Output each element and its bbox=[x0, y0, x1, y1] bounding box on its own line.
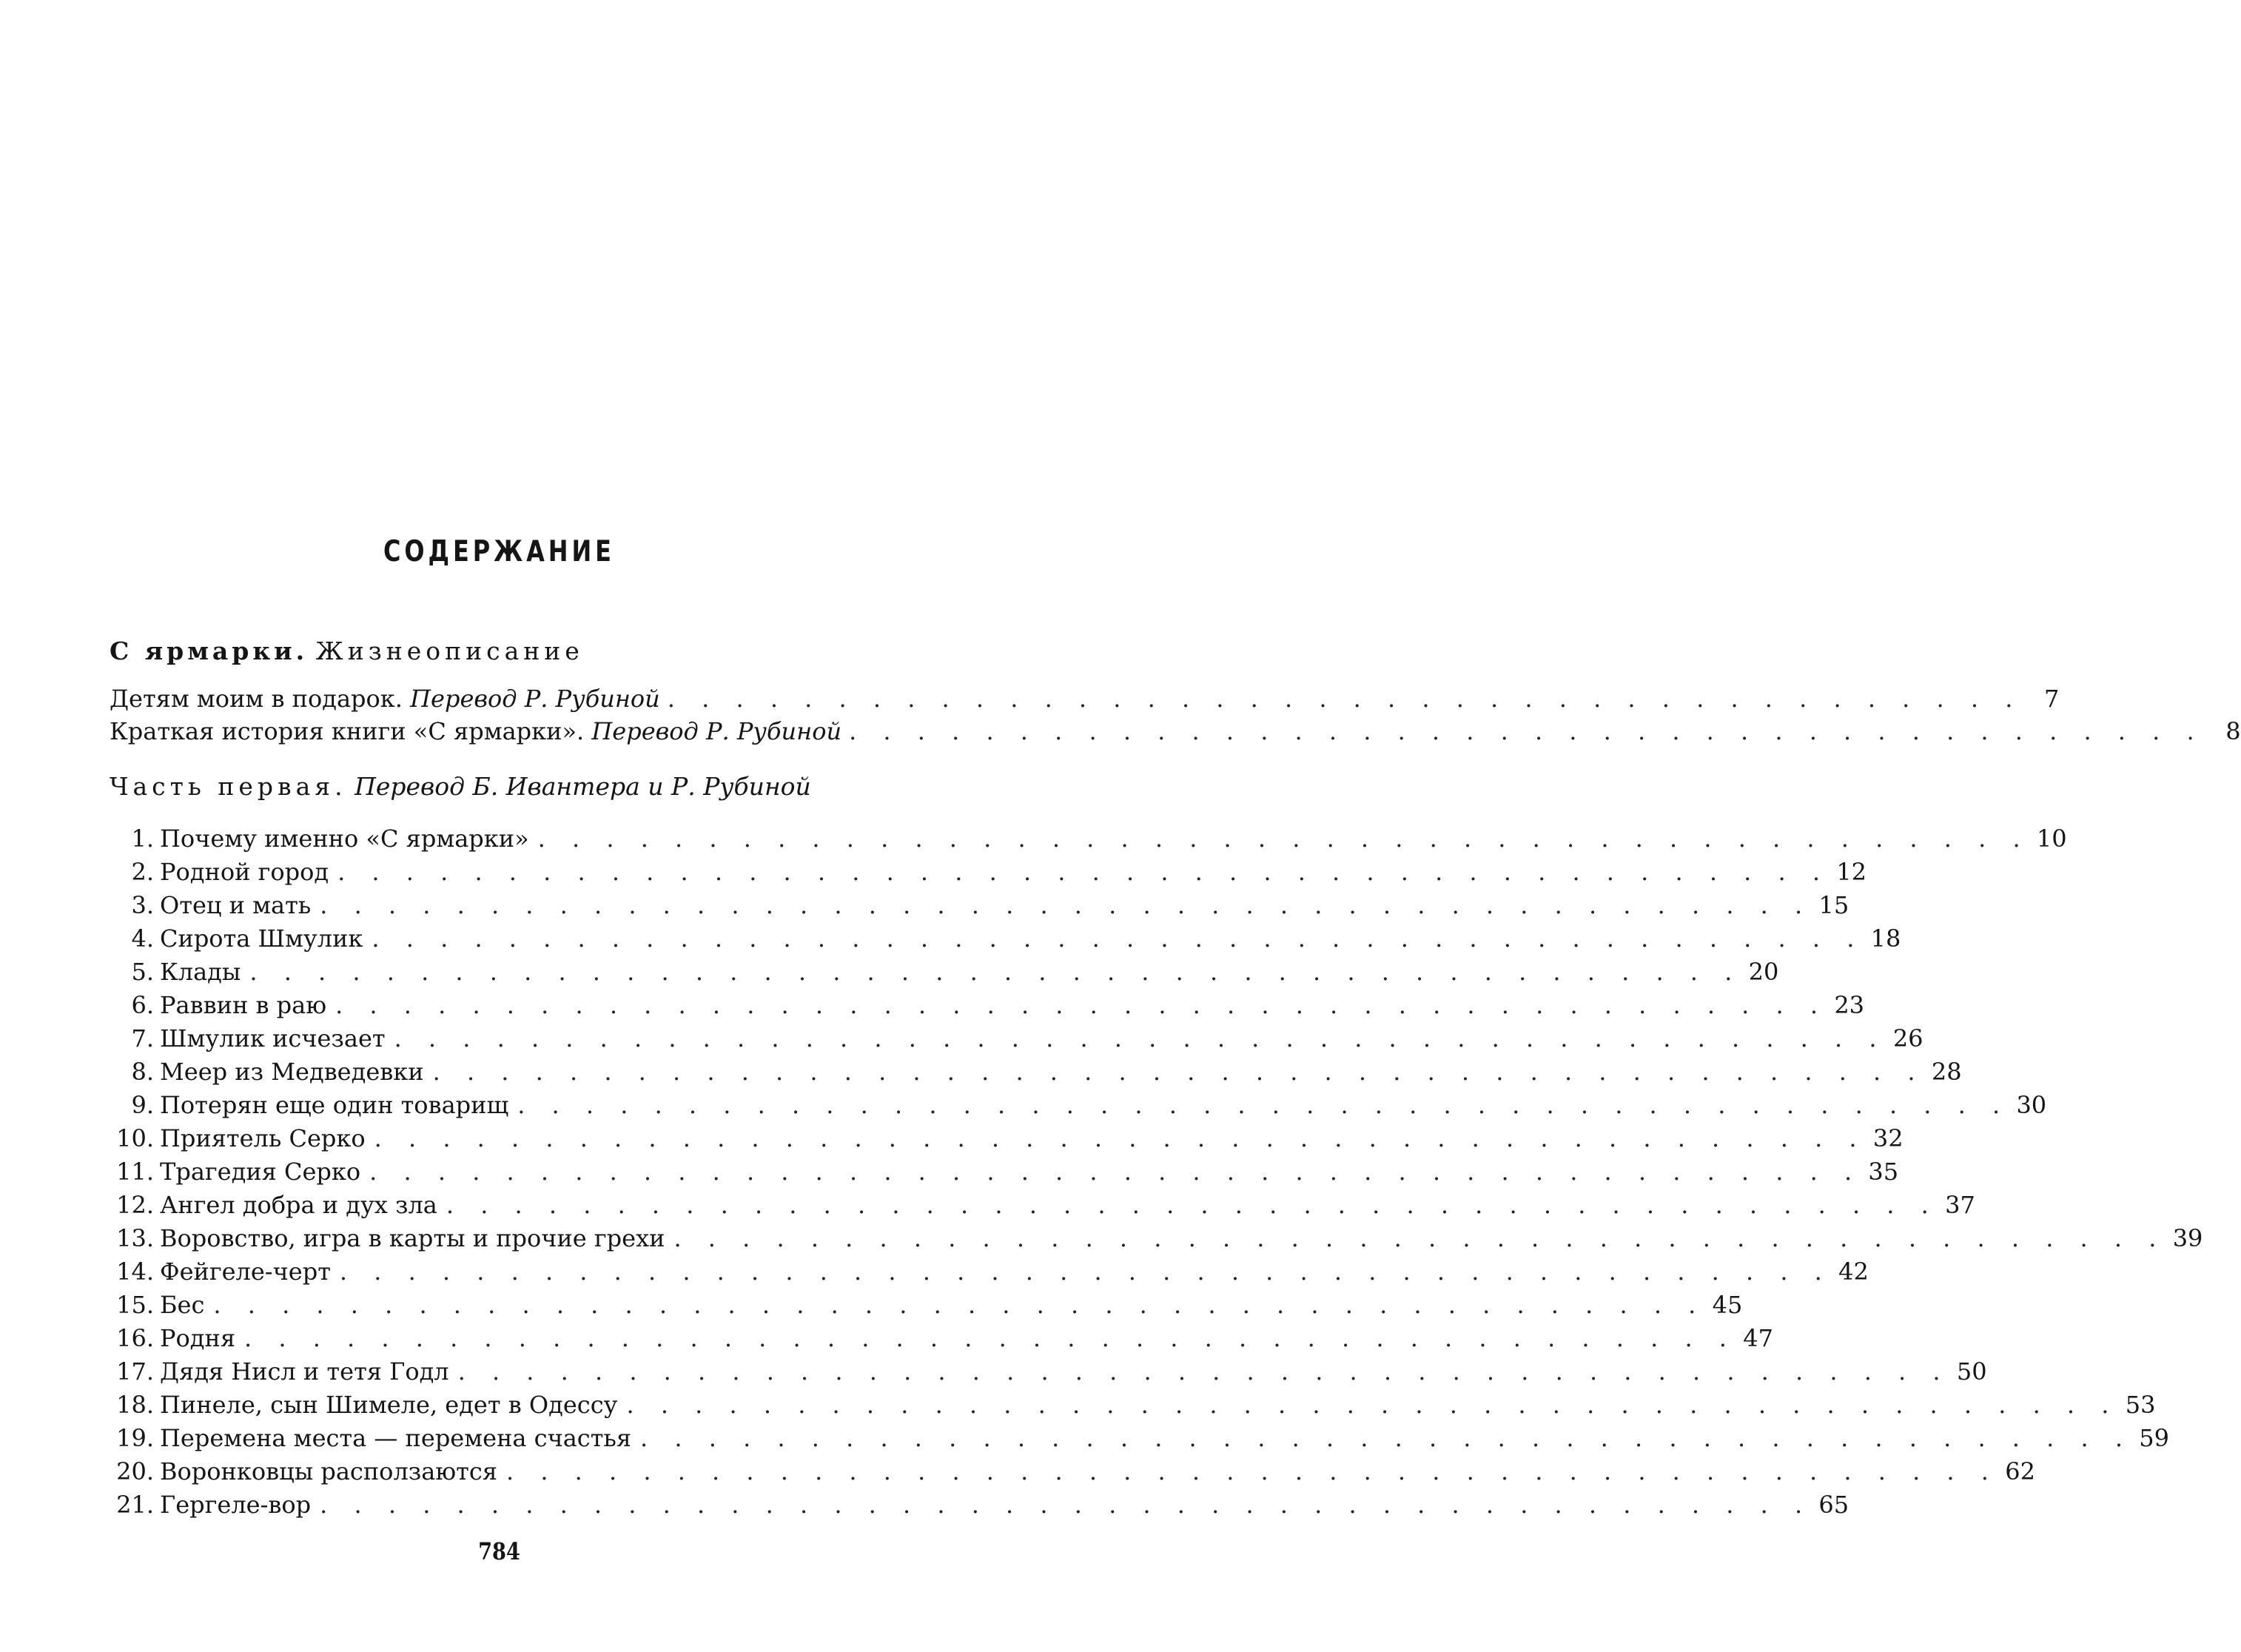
chapter-page: 23 bbox=[1834, 991, 1865, 1019]
chapter-entry[interactable] bbox=[104, 1391, 2156, 1422]
dot-leader: . . . . . . . . . . . . . . . . . . . . . . . . . . . . . . . . . . . . . . . . . . . . bbox=[626, 1391, 2119, 1419]
dot-leader: . . . . . . . . . . . . . . . . . . . . . . . . . . . . . . . . . . . . . . . . bbox=[849, 717, 2204, 745]
dot-leader: . . . . . . . . . . . . . . . . . . . . . . . . . . . . . . . . . . . . . . . . . . . . bbox=[369, 1158, 1862, 1186]
chapter-title: Бес bbox=[160, 1291, 205, 1319]
chapter-page: 42 bbox=[1838, 1258, 1869, 1286]
dot-leader: . . . . . . . . . . . . . . . . . . . . . . . . . . . . . . . . . . . . . . . . . . . . bbox=[213, 1291, 1706, 1319]
chapter-page: 53 bbox=[2125, 1391, 2156, 1419]
chapter-number: 11. bbox=[116, 1158, 154, 1186]
chapter-page: 59 bbox=[2139, 1424, 2169, 1452]
section-title: С ярмарки. bbox=[110, 637, 309, 665]
page-title: СОДЕРЖАНИЕ bbox=[383, 535, 615, 568]
chapter-title: Пинеле, сын Шимеле, едет в Одессу bbox=[160, 1391, 618, 1419]
dot-leader: . . . . . . . . . . . . . . . . . . . . . . . . . . . . . . . . . . . . . . . . . . . . bbox=[505, 1457, 1998, 1485]
dot-leader: . . . . . . . . . . . . . . . . . . . . . . . . . . . . . . . . . . . . . . . . . . . . bbox=[374, 1124, 1867, 1152]
dot-leader: . . . . . . . . . . . . . . . . . . . . . . . . . . . . . . . . . . . . . . . . . . . . bbox=[457, 1357, 1950, 1386]
chapter-title: Гергеле-вор bbox=[160, 1491, 312, 1519]
chapter-entry[interactable] bbox=[104, 1124, 1904, 1155]
chapter-entry[interactable] bbox=[104, 1258, 1869, 1289]
toc-entry-title: Краткая история книги «С ярмарки». bbox=[110, 717, 585, 745]
chapter-page: 30 bbox=[2016, 1091, 2047, 1119]
chapter-number: 6. bbox=[131, 991, 154, 1019]
chapter-entry[interactable] bbox=[104, 1091, 2047, 1122]
toc-entry-intro-1[interactable] bbox=[110, 685, 2060, 717]
chapter-entry[interactable] bbox=[104, 1457, 2035, 1488]
chapter-page: 20 bbox=[1748, 958, 1779, 986]
chapter-title: Перемена места — перемена счастья bbox=[160, 1424, 632, 1452]
chapter-number: 1. bbox=[131, 825, 154, 853]
chapter-entry[interactable] bbox=[104, 991, 1865, 1022]
chapter-number: 3. bbox=[131, 891, 154, 919]
chapter-number: 10. bbox=[116, 1124, 154, 1152]
dot-leader: . . . . . . . . . . . . . . . . . . . . . . . . . . . . . . . . . . . . . . . . . . . . bbox=[244, 1324, 1736, 1352]
dot-leader: . . . . . . . . . . . . . . . . . . . . . . . . . . . . . . . . . . . . . . . . . . . . bbox=[517, 1091, 2010, 1119]
chapter-title: Приятель Серко bbox=[160, 1124, 366, 1152]
dot-leader: . . . . . . . . . . . . . . . . . . . . . . . . . . . . . . . . . . . . . . . . . . . . bbox=[446, 1191, 1938, 1219]
section-heading bbox=[110, 637, 584, 665]
chapter-page: 28 bbox=[1931, 1058, 1962, 1086]
chapter-page: 37 bbox=[1945, 1191, 1975, 1219]
chapter-title: Сирота Шмулик bbox=[160, 924, 363, 953]
chapter-number: 12. bbox=[116, 1191, 154, 1219]
dot-leader: . . . . . . . . . . . . . . . . . . . . . . . . . . . . . . . . . . . . . . . . . . . . bbox=[339, 1258, 1832, 1286]
chapter-number: 19. bbox=[116, 1424, 154, 1452]
chapter-page: 18 bbox=[1870, 924, 1901, 953]
toc-entry-translator: Перевод Р. Рубиной bbox=[591, 717, 842, 745]
toc-entry-label bbox=[110, 685, 660, 713]
chapter-entry[interactable] bbox=[104, 1424, 2169, 1455]
chapter-number: 4. bbox=[131, 924, 154, 953]
chapter-page: 39 bbox=[2172, 1224, 2203, 1252]
chapter-title: Дядя Нисл и тетя Годл bbox=[160, 1357, 449, 1386]
chapter-title: Фейгеле-черт bbox=[160, 1258, 331, 1286]
chapter-number: 14. bbox=[116, 1258, 154, 1286]
chapter-number: 18. bbox=[116, 1391, 154, 1419]
chapter-number: 5. bbox=[131, 958, 154, 986]
chapter-page: 65 bbox=[1818, 1491, 1849, 1519]
toc-entry-translator: Перевод Р. Рубиной bbox=[410, 685, 660, 713]
chapter-title: Трагедия Серко bbox=[160, 1158, 361, 1186]
chapter-entry[interactable] bbox=[104, 825, 2067, 856]
chapter-entry[interactable] bbox=[104, 1191, 1975, 1222]
dot-leader: . . . . . . . . . . . . . . . . . . . . . . . . . . . . . . . . . . . . . . . . . . . . bbox=[249, 958, 1742, 986]
chapter-page: 50 bbox=[1956, 1357, 1987, 1386]
chapter-page: 26 bbox=[1892, 1024, 1924, 1052]
toc-entry-page: 7 bbox=[2044, 685, 2060, 713]
chapter-entry[interactable] bbox=[104, 1324, 1773, 1355]
dot-leader: . . . . . . . . . . . . . . . . . . . . . . . . . . . . . . . . . . . . . . . . . . . . bbox=[320, 891, 1812, 919]
dot-leader: . . . . . . . . . . . . . . . . . . . . . . . . . . . . . . . . . . . . . . . . . . . . bbox=[640, 1424, 2132, 1452]
dot-leader: . . . . . . . . . . . . . . . . . . . . . . . . . . . . . . . . . . . . . . . . bbox=[667, 685, 2023, 713]
chapter-number: 13. bbox=[116, 1224, 154, 1252]
dot-leader: . . . . . . . . . . . . . . . . . . . . . . . . . . . . . . . . . . . . . . . . . . . . bbox=[372, 924, 1864, 953]
chapter-number: 17. bbox=[116, 1357, 154, 1386]
chapter-title: Воровство, игра в карты и прочие грехи bbox=[160, 1224, 665, 1252]
chapter-number: 2. bbox=[131, 858, 154, 886]
chapter-title: Отец и мать bbox=[160, 891, 312, 919]
dot-leader: . . . . . . . . . . . . . . . . . . . . . . . . . . . . . . . . . . . . . . . . . . . . bbox=[337, 858, 1830, 886]
part-translator: Перевод Б. Ивантера и Р. Рубиной bbox=[355, 772, 811, 801]
chapter-title: Ангел добра и дух зла bbox=[160, 1191, 437, 1219]
chapter-entry[interactable] bbox=[104, 1291, 1743, 1322]
toc-entry-page: 8 bbox=[2225, 717, 2241, 745]
dot-leader: . . . . . . . . . . . . . . . . . . . . . . . . . . . . . . . . . . . . . . . . . . . . bbox=[537, 825, 2030, 853]
chapter-number: 9. bbox=[131, 1091, 154, 1119]
chapter-entry[interactable] bbox=[104, 891, 1849, 922]
chapter-entry[interactable] bbox=[104, 1491, 1849, 1522]
section-subtitle: Жизнеописание bbox=[315, 637, 584, 665]
dot-leader: . . . . . . . . . . . . . . . . . . . . . . . . . . . . . . . . . . . . . . . . . . . . bbox=[673, 1224, 2166, 1252]
chapter-number: 20. bbox=[116, 1457, 154, 1485]
chapter-title: Потерян еще один товарищ bbox=[160, 1091, 509, 1119]
chapter-entry[interactable] bbox=[104, 1158, 1899, 1189]
chapter-entry[interactable] bbox=[104, 1058, 1962, 1089]
dot-leader: . . . . . . . . . . . . . . . . . . . . . . . . . . . . . . . . . . . . . . . . . . . . bbox=[394, 1024, 1886, 1052]
chapter-entry[interactable] bbox=[104, 1024, 1924, 1055]
chapter-entry[interactable] bbox=[104, 1224, 2203, 1255]
chapter-number: 16. bbox=[116, 1324, 154, 1352]
chapter-entry[interactable] bbox=[104, 924, 1901, 956]
chapter-page: 45 bbox=[1712, 1291, 1743, 1319]
chapter-number: 21. bbox=[116, 1491, 154, 1519]
dot-leader: . . . . . . . . . . . . . . . . . . . . . . . . . . . . . . . . . . . . . . . . . . . . bbox=[320, 1491, 1812, 1519]
chapter-title: Родня bbox=[160, 1324, 236, 1352]
chapter-entry[interactable] bbox=[104, 1357, 1987, 1389]
chapter-page: 35 bbox=[1868, 1158, 1899, 1186]
chapter-title: Родной город bbox=[160, 858, 329, 886]
chapter-title: Почему именно «С ярмарки» bbox=[160, 825, 529, 853]
chapter-title: Клады bbox=[160, 958, 241, 986]
toc-entry-label bbox=[110, 717, 841, 745]
chapter-title: Шмулик исчезает bbox=[160, 1024, 386, 1052]
chapter-title: Воронковцы расползаются bbox=[160, 1457, 497, 1485]
page-number: 784 bbox=[478, 1537, 520, 1565]
toc-entry-intro-2[interactable] bbox=[110, 717, 2241, 750]
chapter-page: 10 bbox=[2036, 825, 2067, 853]
chapter-page: 62 bbox=[2005, 1457, 2035, 1485]
chapter-title: Меер из Медведевки bbox=[160, 1058, 424, 1086]
chapter-page: 47 bbox=[1743, 1324, 1773, 1352]
chapter-number: 15. bbox=[116, 1291, 154, 1319]
part-title: Часть первая. bbox=[110, 772, 347, 801]
chapter-page: 12 bbox=[1836, 858, 1867, 886]
dot-leader: . . . . . . . . . . . . . . . . . . . . . . . . . . . . . . . . . . . . . . . . . . . . bbox=[335, 991, 1828, 1019]
chapter-number: 7. bbox=[131, 1024, 154, 1052]
chapter-title: Раввин в раю bbox=[160, 991, 327, 1019]
chapter-number: 8. bbox=[131, 1058, 154, 1086]
part-heading bbox=[110, 772, 811, 801]
dot-leader: . . . . . . . . . . . . . . . . . . . . . . . . . . . . . . . . . . . . . . . . . . . . bbox=[432, 1058, 1925, 1086]
chapter-entry[interactable] bbox=[104, 958, 1779, 989]
chapter-page: 32 bbox=[1872, 1124, 1904, 1152]
toc-entry-title: Детям моим в подарок. bbox=[110, 685, 403, 713]
chapter-entry[interactable] bbox=[104, 858, 1867, 889]
chapter-page: 15 bbox=[1818, 891, 1849, 919]
